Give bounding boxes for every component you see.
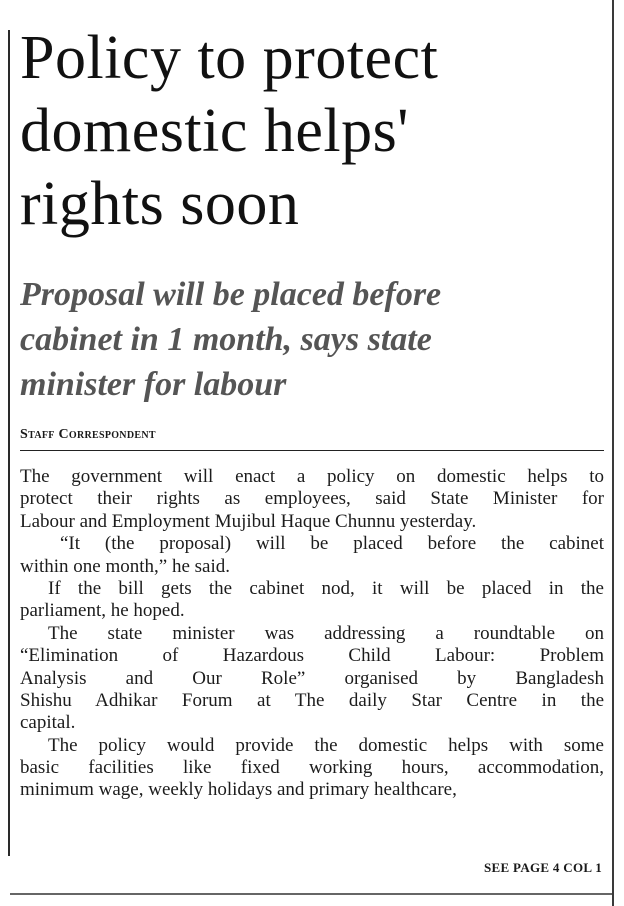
article-paragraph xyxy=(20,578,604,623)
headline-line: domestic helps' xyxy=(20,97,409,165)
paragraph-line: “Elimination of Hazardous Child Labour: Problem xyxy=(20,645,604,667)
headline xyxy=(20,22,610,241)
paragraph-line: basic facilities like fixed working hours, accommodation, xyxy=(20,757,604,779)
article-paragraph xyxy=(20,533,604,578)
bottom-rule xyxy=(10,893,612,895)
headline-line: Policy to protect xyxy=(20,24,439,92)
article-paragraph xyxy=(20,735,604,802)
continuation-note: SEE PAGE 4 COL 1 xyxy=(484,860,602,875)
subheadline-line: minister for labour xyxy=(20,366,287,403)
paragraph-line: Labour and Employment Mujibul Haque Chunnu yesterday. xyxy=(20,510,477,532)
subheadline-line: cabinet in 1 month, says state xyxy=(20,321,432,358)
headline-line: rights soon xyxy=(20,170,300,238)
byline-divider xyxy=(20,450,604,451)
article-paragraph xyxy=(20,623,604,735)
paragraph-line: capital. xyxy=(20,712,76,734)
left-column-rule xyxy=(8,30,10,856)
article-body xyxy=(20,466,604,802)
paragraph-line: The policy would provide the domestic helps with some xyxy=(48,734,604,756)
byline: Staff Correspondent xyxy=(20,427,156,442)
paragraph-line: parliament, he hoped. xyxy=(20,600,185,622)
paragraph-line: minimum wage, weekly holidays and primary healthcare, xyxy=(20,779,457,801)
article-paragraph xyxy=(20,466,604,533)
paragraph-line: within one month,” he said. xyxy=(20,555,231,577)
paragraph-line: The government will enact a policy on domestic helps to xyxy=(20,466,604,487)
subheadline-line: Proposal will be placed before xyxy=(20,276,442,313)
paragraph-line: “It (the proposal) will be placed before the cabinet xyxy=(60,533,604,555)
paragraph-line: If the bill gets the cabinet nod, it will be placed in the xyxy=(48,577,604,599)
right-column-rule xyxy=(612,0,614,906)
subheadline xyxy=(20,272,610,407)
paragraph-line: protect their rights as employees, said State Minister for xyxy=(20,488,604,510)
paragraph-line: Shishu Adhikar Forum at The daily Star Centre in the xyxy=(20,689,604,711)
paragraph-line: Analysis and Our Role” organised by Bangladesh xyxy=(20,667,604,689)
paragraph-line: The state minister was addressing a roundtable on xyxy=(48,622,604,644)
